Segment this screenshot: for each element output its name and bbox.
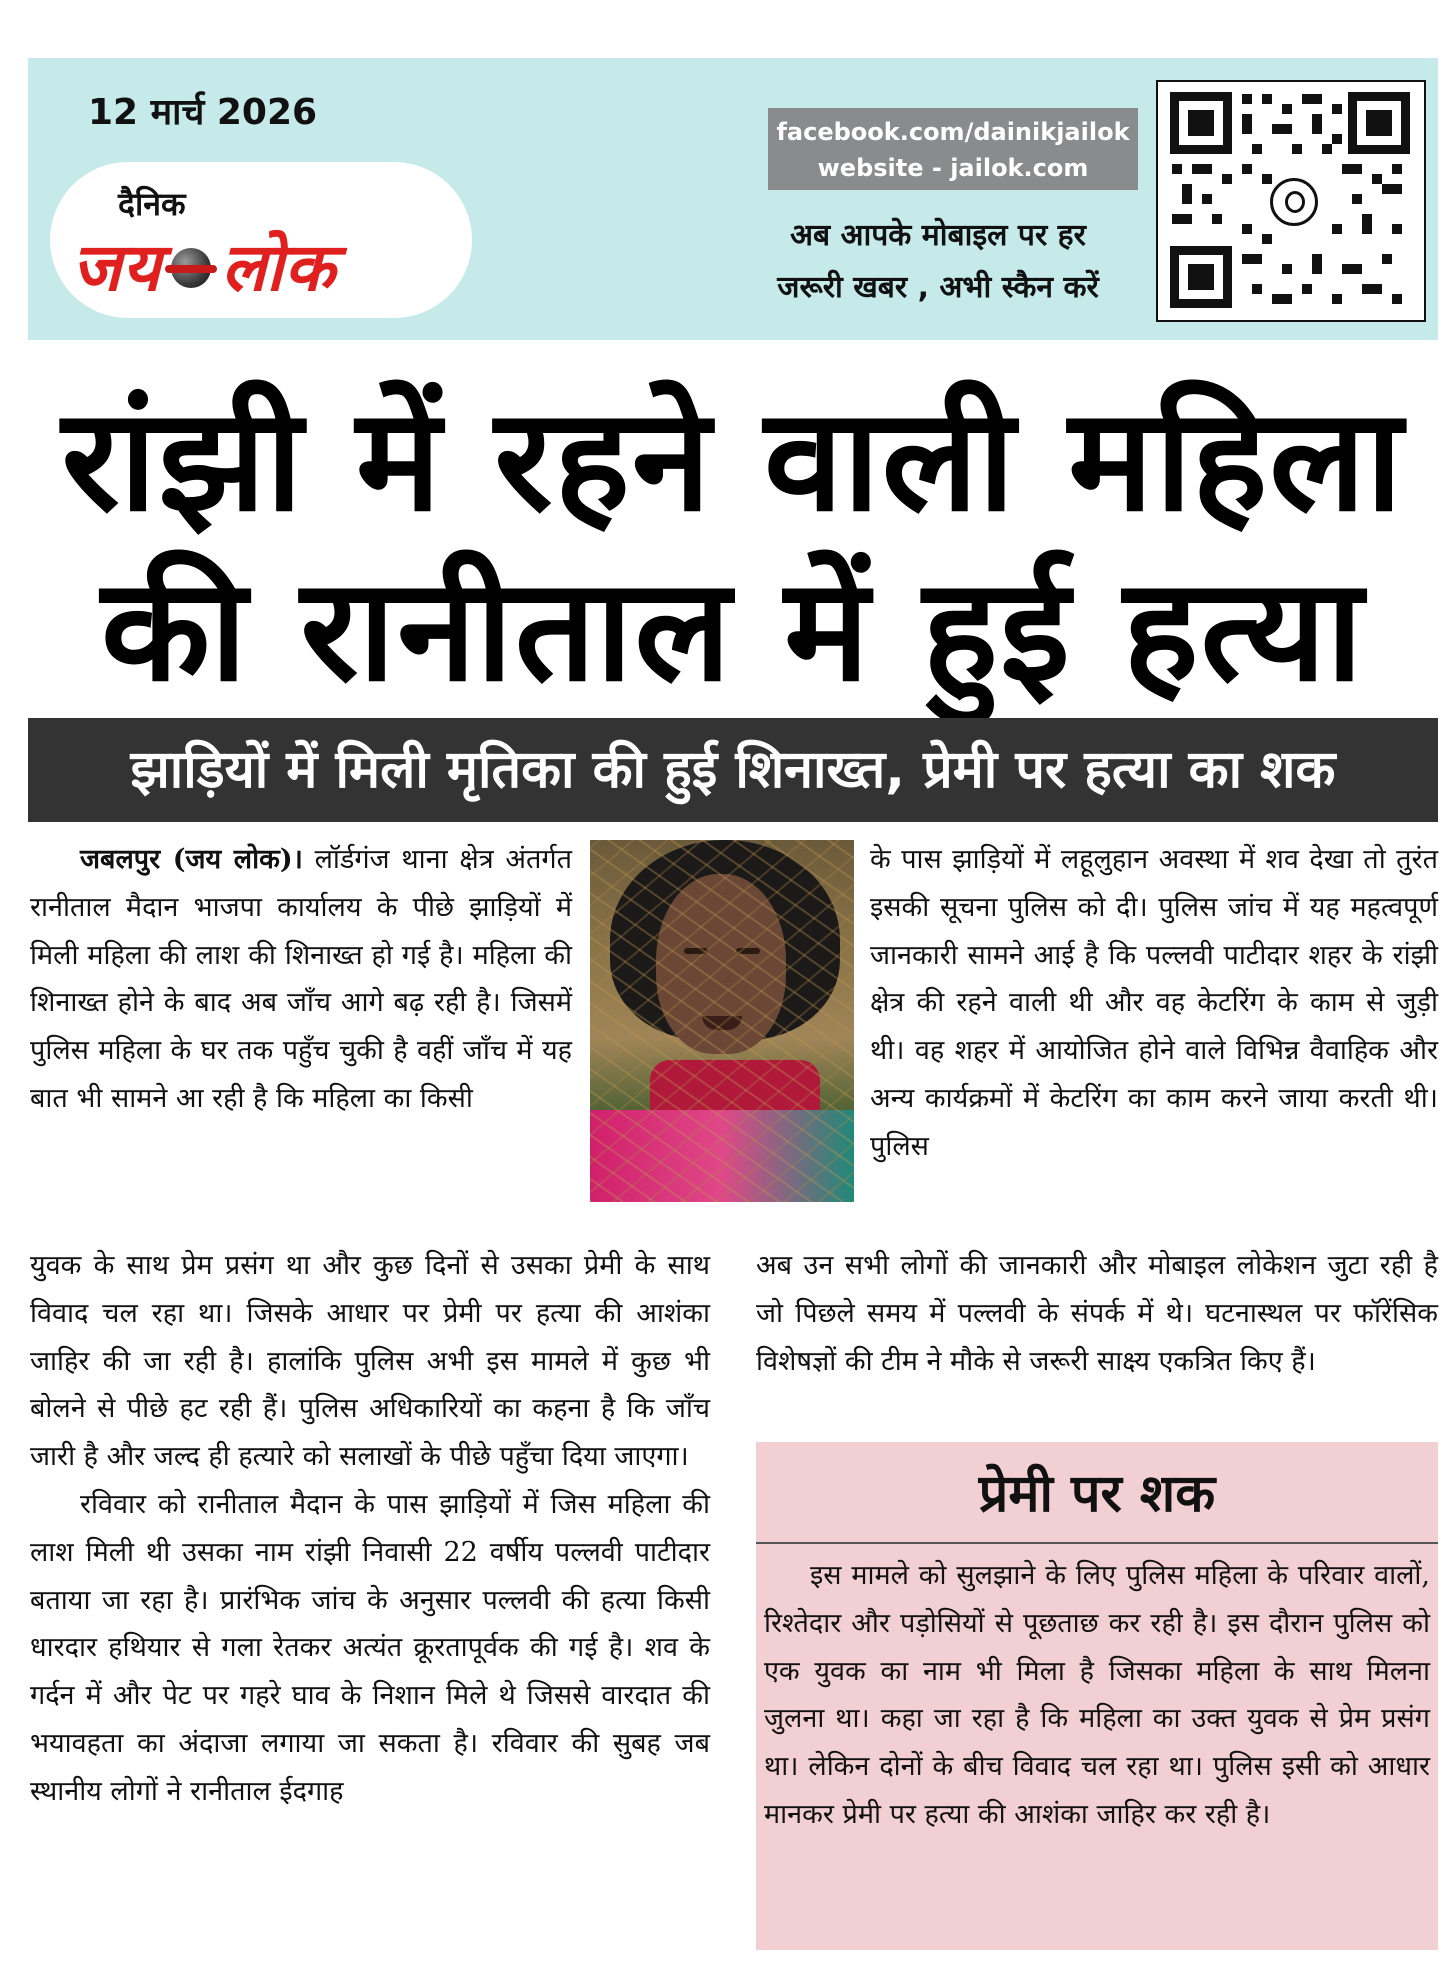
article-paragraph-3-end: अब उन सभी लोगों की जानकारी और मोबाइल लोकेशन जुटा रही है जो पिछले समय में पल्लवी के संपर्क में थे। घटनास्थल पर फॉरेंसिक विशेषज्ञों की टीम ने मौके से जरूरी साक्ष्य एकत्रित किए हैं। [756, 1250, 1438, 1377]
logo-word-1: जय [72, 229, 162, 306]
article-column-2 [30, 1242, 710, 1816]
facebook-link[interactable]: facebook.com/dainikjailok [776, 118, 1130, 146]
logo-word-2: लोक [221, 229, 336, 306]
social-links [768, 108, 1138, 190]
newspaper-logo[interactable] [50, 162, 472, 318]
sidebar-title: प्रेमी पर शक [978, 1464, 1216, 1524]
article-paragraph-3-start: के पास झाड़ियों में लहूलुहान अवस्था में शव देखा तो तुरंत इसकी सूचना पुलिस को दी। पुलिस जांच में यह महत्वपूर्ण जानकारी सामने आई है कि पल्लवी पाटीदार शहर के रांझी क्षेत्र की रहने वाली थी और वह केटरिंग के काम से जुड़ी थी। वह शहर में आयोजित होने वाले विभिन्न वैवाहिक और अन्य कार्यक्रमों में केटरिंग का काम करने जाया करती थी। पुलिस [870, 844, 1438, 1162]
scan-prompt [728, 210, 1148, 314]
sidebar-body [764, 1552, 1430, 1839]
headline [28, 376, 1438, 716]
website-link[interactable]: website - jailok.com [817, 154, 1089, 182]
subheadline: झाड़ियों में मिली मृतिका की हुई शिनाख्त, प्रेमी पर हत्या का शक [28, 718, 1438, 822]
article-paragraph-1-end: युवक के साथ प्रेम प्रसंग था और कुछ दिनों से उसका प्रेमी के साथ विवाद चल रहा था। जिसके आधार पर प्रेमी पर हत्या की आशंका जाहिर की जा रही है। हालांकि पुलिस अभी इस मामले में कुछ भी बोलने से पीछे हट रही हैं। पुलिस अधिकारियों का कहना है कि जाँच जारी है और जल्द ही हत्यारे को सलाखों के पीछे पहुँचा दिया जाएगा। [30, 1250, 710, 1473]
logo-wordmark [72, 220, 336, 310]
issue-date: 12 मार्च 2026 [88, 92, 318, 133]
dateline: जबलपुर (जय लोक)। [80, 844, 303, 875]
paragraph-text: लॉर्डगंज थाना क्षेत्र अंतर्गत रानीताल मैदान भाजपा कार्यालय के पीछे झाड़ियों में मिली महिला की लाश की शिनाख्त हो गई है। महिला की शिनाख्त होने के बाद अब जाँच आगे बढ़ रही है। जिसमें पुलिस महिला के घर तक पहुँच चुकी है वहीं जाँच में यह बात भी सामने आ रही है कि महिला का किसी [30, 844, 572, 1114]
article-paragraph-2: रविवार को रानीताल मैदान के पास झाड़ियों में जिस महिला की लाश मिली थी उसका नाम रांझी निवासी 22 वर्षीय पल्लवी पाटीदार बताया जा रहा है। प्रारंभिक जांच के अनुसार पल्लवी की हत्या किसी धारदार हथियार से गला रेतकर अत्यंत क्रूरतापूर्वक की गई है। शव के गर्दन में और पेट पर गहरे घाव के निशान मिले थे जिससे वारदात की भयावहता का अंदाजा लगाया जा सकता है। रविवार की सुबह जब स्थानीय लोगों ने रानीताल ईदगाह [30, 1488, 710, 1807]
sidebar-box [756, 1442, 1438, 1950]
headline-line-1: रांझी में रहने वाली महिला [61, 378, 1405, 543]
whatsapp-icon [1270, 178, 1318, 226]
sidebar-divider [756, 1542, 1438, 1544]
headline-line-2: की रानीताल में हुई हत्या [101, 548, 1365, 713]
sidebar-paragraph: इस मामले को सुलझाने के लिए पुलिस महिला के परिवार वालों, रिश्तेदार और पड़ोसियों से पूछताछ कर रही है। इस दौरान पुलिस को एक युवक का नाम भी मिला है जिसका महिला के साथ मिलना जुलना था। कहा जा रहा है कि महिला का उक्त युवक से प्रेम प्रसंग था। लेकिन दोनों के बीच विवाद चल रहा था। पुलिस इसी को आधार मानकर प्रेमी पर हत्या की आशंका जाहिर कर रही है। [764, 1560, 1430, 1830]
victim-photo [590, 840, 854, 1202]
masthead [28, 58, 1438, 340]
scan-prompt-line-2: जरूरी खबर , अभी स्कैन करें [777, 270, 1099, 305]
scan-prompt-line-1: अब आपके मोबाइल पर हर [790, 218, 1086, 253]
logo-prefix: दैनिक [118, 185, 186, 223]
article-column-3 [870, 836, 1438, 1171]
qr-code[interactable] [1156, 80, 1426, 322]
article-column-4 [756, 1242, 1438, 1385]
article-column-1 [30, 836, 572, 1123]
article-paragraph-1-start [30, 836, 572, 1123]
globe-icon [171, 248, 211, 288]
